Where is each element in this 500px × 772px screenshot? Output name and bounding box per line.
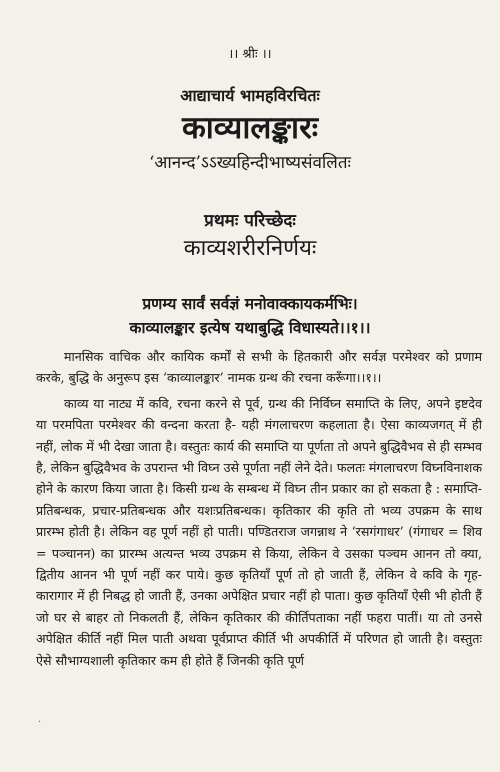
stray-mark: . <box>38 714 42 725</box>
chapter-label: प्रथमः परिच्छेदः <box>204 211 296 231</box>
verse-line-2: काव्यालङ्कार इत्येष यथाबुद्धि विधास्यते।।१।। <box>129 318 371 337</box>
paragraph-explanation: काव्य या नाट्य में कवि, रचना करने से पूर्व, ग्रन्थ की निर्विघ्न समाप्ति के लिए, अपने इष्टदेव या परमपिता परमेश्वर की वन्दना करता है- यही मंगलाचरण कहलाता है। ऐसा काव्यजगत् में ही नहीं, लोक में भी देखा जाता है। वस्तुतः कार्य की समाप्ति या पूर्णता तो अपने बुद्धिवैभव से ही सम्भव है, लेकिन बुद्धिवैभव के उपरान्त भी विघ्न उसे पूर्णता नहीं लेने देते। फलतः मंगलाचरण विघ्नविनाशक होने के कारण किया जाता है। किसी ग्रन्थ के सम्बन्ध में विघ्न तीन प्रकार का हो सकता है : समाप्ति-प्रतिबन्धक, प्रचार-प्रतिबन्धक और यशःप्रतिबन्धक। कृतिकार की कृति तो भव्य उपक्रम के साथ प्रारम्भ होती है। लेकिन वह पूर्ण नहीं हो पाती। पण्डितराज जगन्नाथ ने ‘रसगंगाधर’ (गंगाधर = शिव = पञ्चानन) का प्रारम्भ अत्यन्त भव्य उपक्रम से किया, लेकिन वे उसका पञ्चम आनन तो क्या, द्वितीय आनन भी पूर्ण नहीं कर पाये। कुछ कृतियाँ पूर्ण तो हो जाती हैं, लेकिन वे कवि के गृह-कारागार में ही निबद्ध हो जाती हैं, उनका अपेक्षित प्रचार नहीं हो पाता। कुछ कृतियाँ ऐसी भी होती हैं जो घर से बाहर तो निकलती हैं, लेकिन कृतिकार की कीर्तिपताका नहीं फहरा पातीं। या तो उनसे अपेक्षित कीर्ति नहीं मिल पाती अथवा पूर्वप्राप्त कीर्ति भी अपकीर्ति में परिणत हो जाती है। वस्तुतः ऐसे सौभाग्यशाली कृतिकार कम ही होते हैं जिनकी कृति पूर्ण <box>36 395 482 668</box>
chapter-title: काव्यशरीरनिर्णयः <box>183 236 317 261</box>
verse-line-1: प्रणम्य सार्वं सर्वज्ञं मनोवाक्कायकर्मभिः। <box>142 294 358 313</box>
paragraph-translation: मानसिक वाचिक और कायिक कर्मों से सभी के हितकारी और सर्वज्ञ परमेश्वर को प्रणाम करके, बुद्धि के अनुरूप इस ‘काव्यालङ्कार’ नामक ग्रन्थ की रचना करूँगा।।१।। <box>36 349 482 386</box>
invocation: ।। श्रीः ।। <box>228 47 272 62</box>
commentary <box>36 346 482 675</box>
author-line: आद्याचार्य भामहविरचितः <box>180 86 320 105</box>
book-title: काव्यालङ्कारः <box>181 110 319 146</box>
book-subtitle: ‘आनन्द’ऽऽख्यहिन्दीभाष्यसंवलितः <box>149 153 351 173</box>
